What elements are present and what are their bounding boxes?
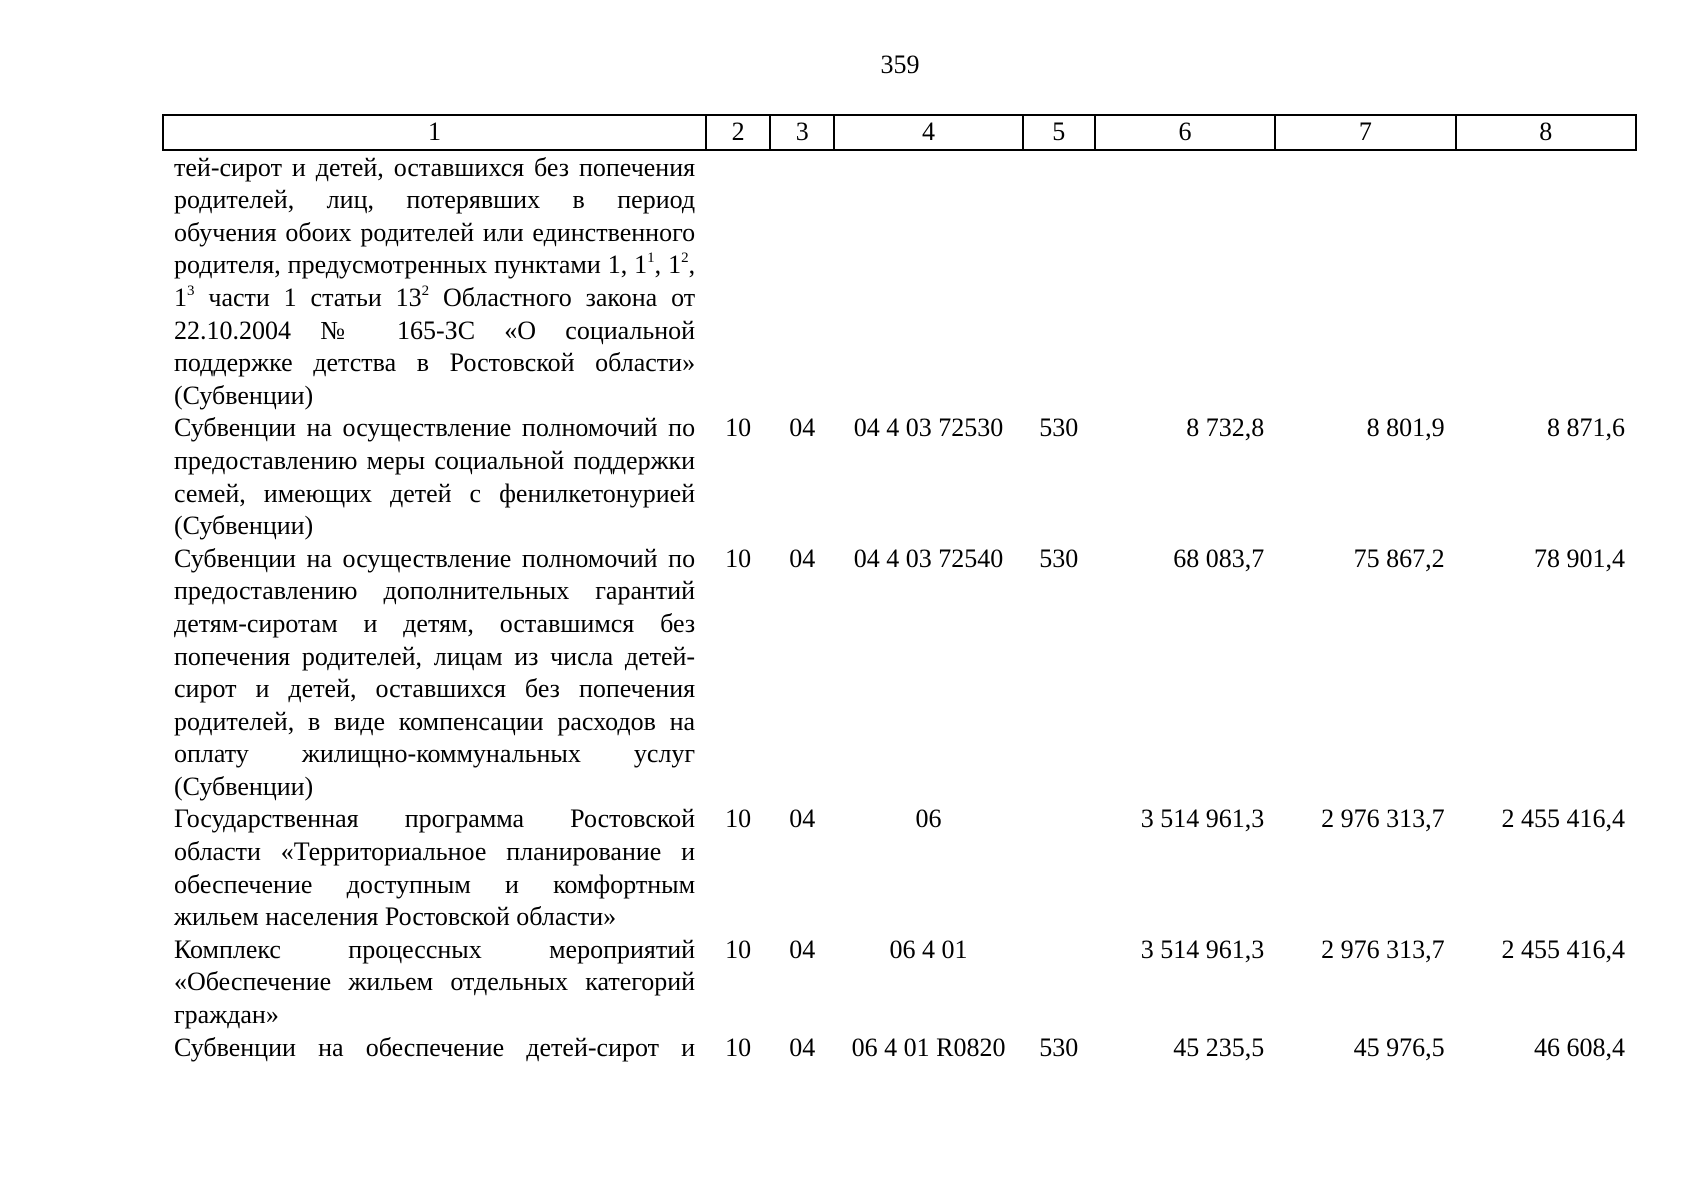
cell-target-code: 04 4 03 72540 xyxy=(853,543,1004,573)
header-col-1: 1 xyxy=(163,115,706,150)
row-description: Субвенции на обеспечение детей-сирот и xyxy=(174,1032,696,1062)
table-row xyxy=(163,150,1636,413)
header-col-8: 8 xyxy=(1456,115,1636,150)
row-description: Субвенции на осуществление полномочий по предоставлению дополнительных гарантий детям-сиротам и детям, оставшимся без попечения родителей, лицам из числа детей-сирот и детей, оставшихся без попечения родителей, в виде компенсации расходов на оплату жилищно-коммунальных услуг (Субвенции) xyxy=(174,543,696,801)
row-description xyxy=(163,150,706,413)
cell-amount-8: 78 901,4 xyxy=(1534,543,1625,573)
cell-expense-type: 530 xyxy=(1039,1032,1079,1062)
header-col-6: 6 xyxy=(1095,115,1275,150)
cell-amount-8: 8 871,6 xyxy=(1547,413,1625,443)
cell-expense-type: 530 xyxy=(1039,543,1079,573)
budget-table xyxy=(162,114,1637,1064)
cell-amount-7: 2 976 313,7 xyxy=(1321,934,1445,964)
table-row xyxy=(163,412,1636,542)
cell-subsection: 04 xyxy=(789,934,816,964)
cell-target-code: 06 4 01 R0820 xyxy=(851,1032,1006,1062)
header-col-4: 4 xyxy=(834,115,1022,150)
cell-section: 10 xyxy=(725,934,752,964)
row-text-a: тей-сирот и детей, оставшихся без попечения родителей, лиц, потерявших в период обучения обоих родителей или единственного родителя, предусмотренных пунктами 1, 1 xyxy=(174,152,696,280)
cell-subsection: 04 xyxy=(789,1032,816,1062)
cell-amount-7: 75 867,2 xyxy=(1353,543,1445,573)
row-description: Субвенции на осуществление полномочий по предоставлению меры социальной поддержки семей, имеющих детей с фенилкетонурией (Субвенции) xyxy=(174,413,696,541)
cell-expense-type xyxy=(1023,803,1095,933)
row-description: Государственная программа Ростовской области «Территориальное планирование и обеспечение доступным и комфортным жильем населения Ростовской области» xyxy=(174,804,696,932)
cell-subsection: 04 xyxy=(789,413,816,443)
cell-target-code: 06 4 01 xyxy=(889,934,968,964)
table-body xyxy=(163,150,1636,1065)
table-header xyxy=(163,115,1636,150)
header-row xyxy=(163,115,1636,150)
cell-subsection: 04 xyxy=(789,543,816,573)
cell-section: 10 xyxy=(725,1032,752,1062)
cell-amount-8: 2 455 416,4 xyxy=(1501,934,1625,964)
cell-amount-7: 8 801,9 xyxy=(1366,413,1445,443)
row-description: Комплекс процессных мероприятий «Обеспечение жильем отдельных категорий граждан» xyxy=(174,934,696,1030)
row-text-c: , 1 xyxy=(174,250,696,312)
row-text-d: части 1 статьи 13 xyxy=(194,282,422,312)
cell-amount-6: 45 235,5 xyxy=(1173,1032,1265,1062)
superscript: 1 xyxy=(647,250,655,267)
cell-amount-8: 2 455 416,4 xyxy=(1501,804,1625,834)
cell-section: 10 xyxy=(725,543,752,573)
cell-amount-7: 2 976 313,7 xyxy=(1321,804,1445,834)
cell-expense-type xyxy=(1023,934,1095,1032)
row-text-b: , 1 xyxy=(654,250,682,280)
superscript: 3 xyxy=(187,282,195,299)
table-row xyxy=(163,934,1636,1032)
superscript: 2 xyxy=(681,250,689,267)
cell-target-code: 06 xyxy=(915,804,942,834)
header-col-7: 7 xyxy=(1275,115,1455,150)
cell-amount-8: 46 608,4 xyxy=(1534,1032,1625,1062)
cell-section: 10 xyxy=(725,413,752,443)
row-text-e: Областного закона от 22.10.2004 № 165-ЗС «О социальной поддержке детства в Ростовской области» (Субвенции) xyxy=(174,282,696,410)
header-col-2: 2 xyxy=(706,115,770,150)
table-row xyxy=(163,1032,1636,1065)
cell-amount-6: 3 514 961,3 xyxy=(1140,934,1265,964)
cell-target-code: 04 4 03 72530 xyxy=(853,413,1004,443)
cell-subsection: 04 xyxy=(789,804,816,834)
table-row xyxy=(163,803,1636,933)
cell-amount-6: 68 083,7 xyxy=(1173,543,1265,573)
table-row xyxy=(163,543,1636,804)
page-number: 359 xyxy=(880,50,920,79)
cell-amount-6: 3 514 961,3 xyxy=(1140,804,1265,834)
cell-amount-6: 8 732,8 xyxy=(1186,413,1265,443)
cell-expense-type: 530 xyxy=(1039,413,1079,443)
cell-amount-7: 45 976,5 xyxy=(1353,1032,1445,1062)
superscript: 2 xyxy=(421,282,430,299)
cell-section: 10 xyxy=(725,804,752,834)
header-col-5: 5 xyxy=(1023,115,1095,150)
header-col-3: 3 xyxy=(770,115,834,150)
